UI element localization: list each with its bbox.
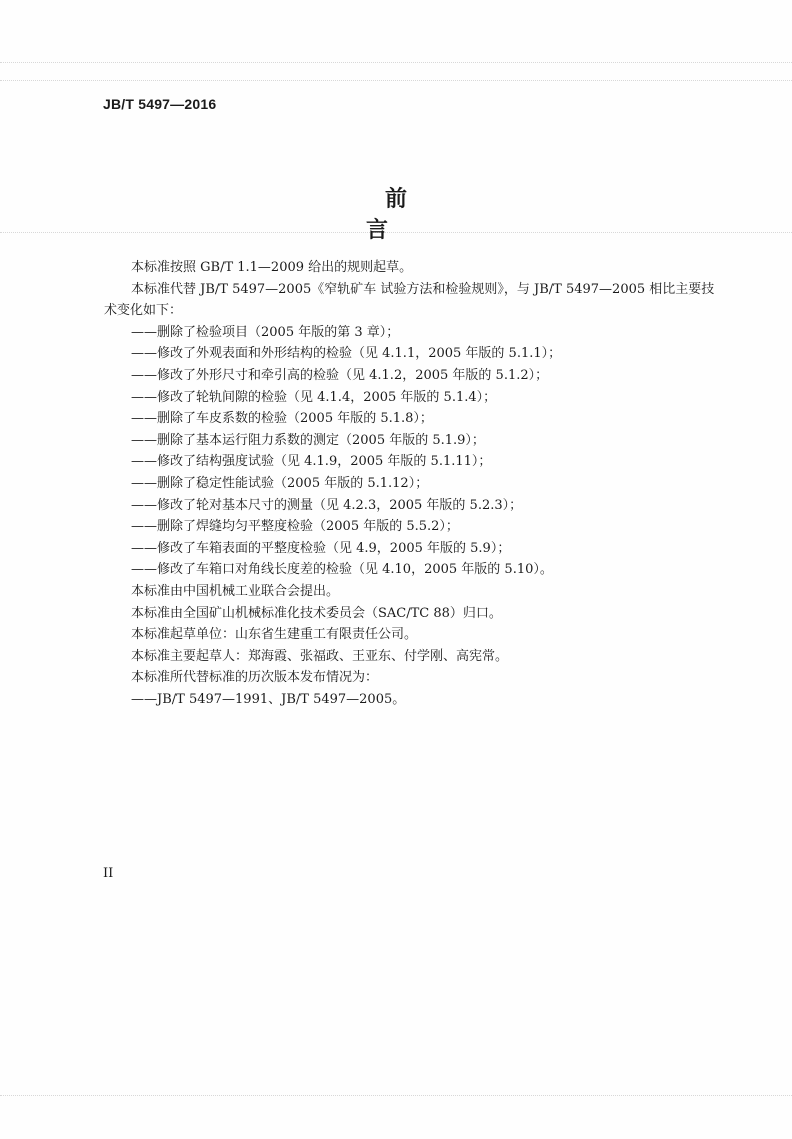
- paragraph-replacement: 本标准代替 JB/T 5497—2005《窄轨矿车 试验方法和检验规则》，与 JB/T 5497—2005 相比主要技: [131, 281, 715, 297]
- change-item: ——修改了结构强度试验（见 4.1.9，2005 年版的 5.1.11）；: [131, 454, 492, 470]
- change-item: ——修改了车箱表面的平整度检验（见 4.9，2005 年版的 5.9）；: [131, 540, 511, 556]
- page-title: 前 言: [365, 187, 445, 243]
- paragraph-replacement-cont: 术变化如下：: [104, 303, 183, 319]
- paragraph-proposer: 本标准由中国机械工业联合会提出。: [131, 583, 340, 599]
- change-item: ——修改了轮对基本尺寸的测量（见 4.2.3，2005 年版的 5.2.3）；: [131, 497, 523, 513]
- document-code: JB/T 5497—2016: [103, 96, 217, 112]
- scan-dots: [0, 80, 792, 81]
- scan-dots: [0, 1095, 792, 1096]
- page-number: II: [103, 866, 114, 881]
- foreword-body: [104, 257, 744, 710]
- change-item: ——删除了基本运行阻力系数的测定（2005 年版的 5.1.9）；: [131, 432, 485, 448]
- change-item: ——删除了焊缝均匀平整度检验（2005 年版的 5.5.2）；: [131, 519, 459, 535]
- change-item: ——修改了车箱口对角线长度差的检验（见 4.10，2005 年版的 5.10）。: [131, 562, 553, 578]
- change-item: ——删除了稳定性能试验（2005 年版的 5.1.12）；: [131, 475, 429, 491]
- paragraph-drafting-unit: 本标准起草单位：山东省生建重工有限责任公司。: [131, 627, 418, 643]
- change-item: ——修改了轮轨间隙的检验（见 4.1.4，2005 年版的 5.1.4）；: [131, 389, 497, 405]
- paragraph-drafters: 本标准主要起草人：郑海霞、张福政、王亚东、付学刚、高宪常。: [131, 648, 509, 664]
- paragraph-drafting-rule: 本标准按照 GB/T 1.1—2009 给出的规则起草。: [131, 260, 413, 275]
- scan-dots: [0, 62, 792, 63]
- change-item: ——修改了外形尺寸和牵引高的检验（见 4.1.2，2005 年版的 5.1.2）；: [131, 367, 549, 383]
- change-item: ——删除了车皮系数的检验（2005 年版的 5.1.8）；: [131, 411, 433, 427]
- paragraph-history-list: ——JB/T 5497—1991、JB/T 5497—2005。: [131, 691, 406, 707]
- change-item: ——修改了外观表面和外形结构的检验（见 4.1.1，2005 年版的 5.1.1）；: [131, 346, 562, 362]
- paragraph-committee: 本标准由全国矿山机械标准化技术委员会（SAC/TC 88）归口。: [131, 605, 502, 621]
- paragraph-history-intro: 本标准所代替标准的历次版本发布情况为：: [131, 670, 379, 686]
- change-item: ——删除了检验项目（2005 年版的第 3 章）；: [131, 324, 400, 340]
